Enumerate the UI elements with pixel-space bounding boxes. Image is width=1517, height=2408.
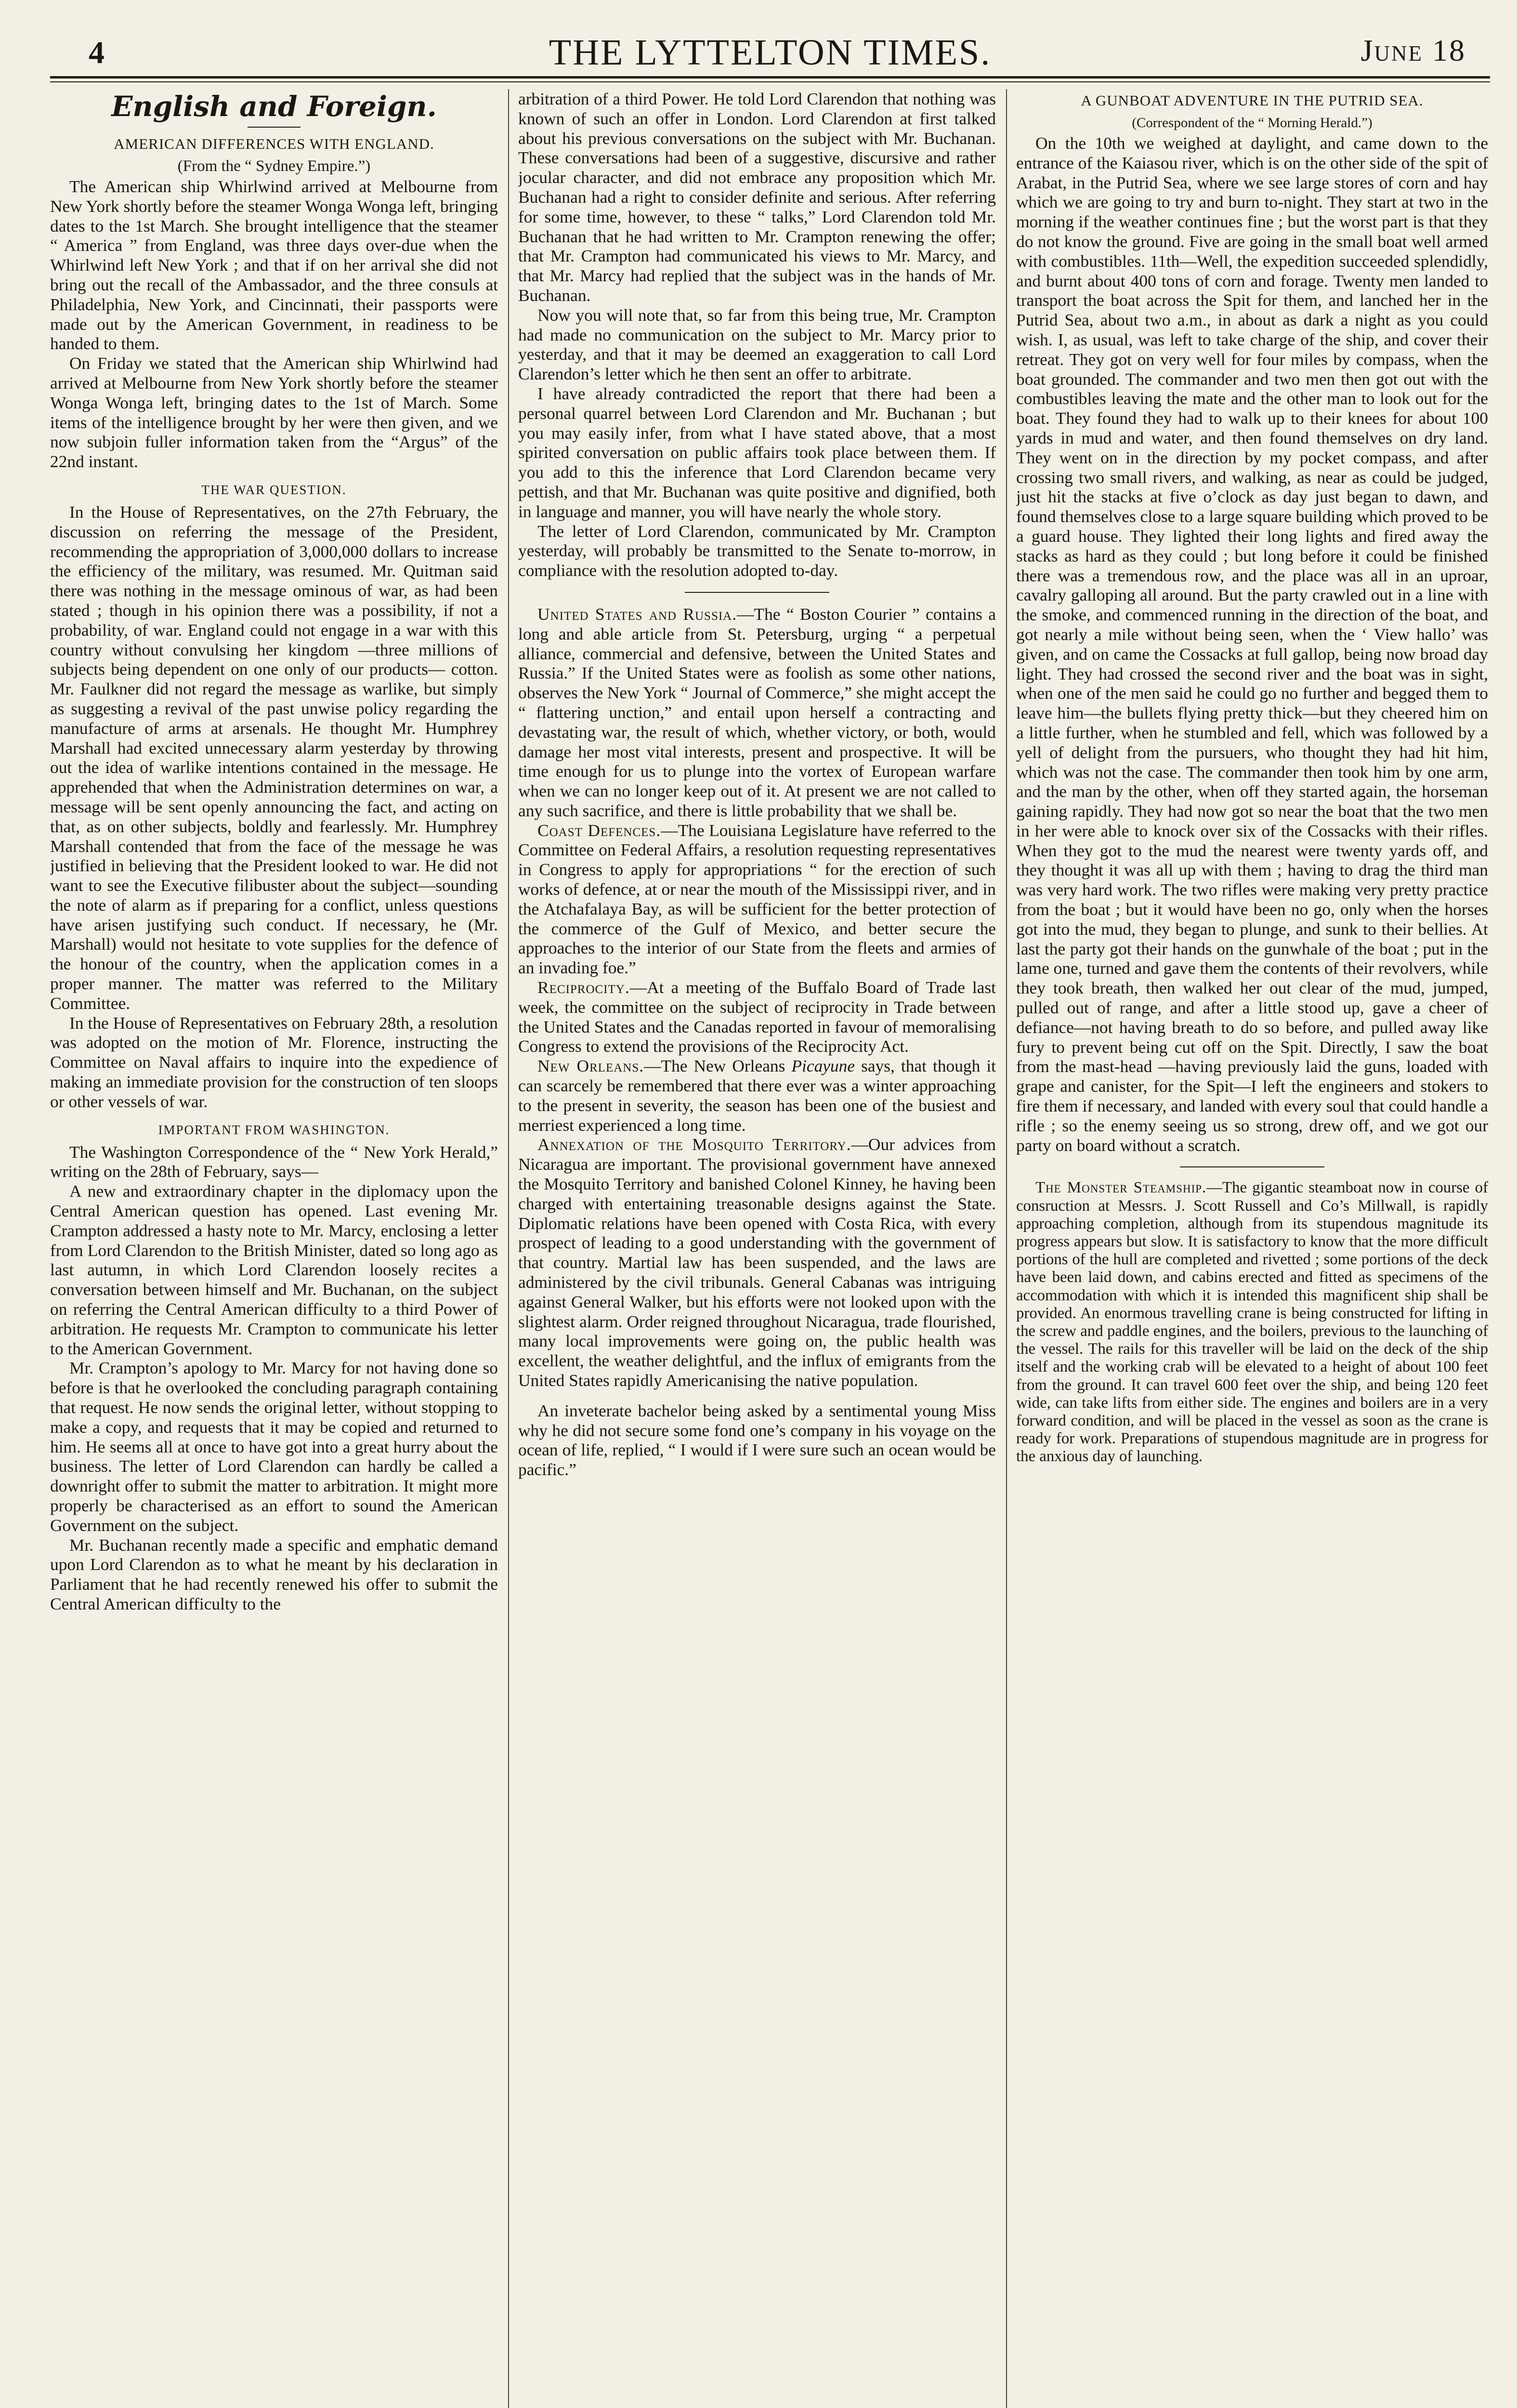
column-divider xyxy=(508,89,509,2408)
run-in-head: New Orleans. xyxy=(537,1056,644,1076)
article-paragraph: Now you will note that, so far from this being true, Mr. Crampton had made no communication on the subject to Mr. Marcy prior to yesterday, and that it may be deemed an exaggeration to call Lord Clarendon’s letter which he then sent an offer to arbitrate. xyxy=(518,305,996,384)
spacer xyxy=(518,1390,996,1401)
article-paragraph: In the House of Representatives, on the 27th February, the discussion on referring the message of the President, recommending the appropriation of 3,000,000 dollars to increase the efficiency of the military, was resumed. Mr. Quitman said there was nothing in the message ominous of war, as had been stated ; though in his opinion there was a possibility, if not a probability, of war. England could not engage in a war with this country without convulsing her kingdom —three millions of subjects being dependent on one only of our products— cotton. Mr. Faulkner did not regard the message as warlike, but simply as suggesting a revival of the past unwise policy regarding the manufacture of arms at arsenals. He thought Mr. Humphrey Marshall had excited unnecessary alarm yesterday by throwing out the idea of warlike intentions contained in the message. He apprehended that when the Administration determines on war, a message will be sent openly announcing the fact, and acting on that, as on other subjects, boldly and fearlessly. Mr. Humphrey Marshall contended that from the face of the message he was justified in believing that the President looked to war. He did not want to see the Executive filibuster about the subject—sounding the note of alarm as if preparing for a conflict, unless questions have arisen justifying such conduct. If necessary, he (Mr. Marshall) would not hesitate to vote supplies for the defence of the honour of the country, when the application comes in a proper manner. The matter was referred to the Military Committee. xyxy=(50,502,498,1013)
page-number: 4 xyxy=(89,35,105,70)
article-paragraph: I have already contradicted the report that there had been a personal quarrel between Lord Clarendon and Mr. Buchanan ; but you may easily infer, from what I have stated above, that a most spirited conversation on public affairs took place between them. If you add to this the inference that Lord Clarendon became very pettish, and that Mr. Buchanan was quite positive and dignified, both in language and manner, you will have nearly the whole story. xyxy=(518,383,996,521)
subheading-war-question: THE WAR QUESTION. xyxy=(201,482,347,497)
item-text: —The “ Boston Courier ” contains a long and able article from St. Petersburg, urging “ a perpetual alliance, commercial and defensive, between the United States and Russia.” If the United States were as foolish as some other nations, observes the New York “ Journal of Commerce,” she might accept the “ flattering unction,” and entail upon herself a contracting and devastating war, the result of which, whether victory, or both, would damage her most vital interests, present and prospective. It will be time enough for us to plunge into the vortex of European warfare when we can no longer keep out of it. At present we are not called to any such sacrifice, and there is little probability that we shall be. xyxy=(518,604,996,820)
article-source: (Correspondent of the “ Morning Herald.”) xyxy=(1132,115,1373,131)
italic-text: Picayune xyxy=(791,1056,855,1076)
article-paragraph: The American ship Whirlwind arrived at Melbourne from New York shortly before the steamer Wonga Wonga left, bringing dates to the 1st March. She brought intelligence that the steamer “ America ” from England, was three days over-due when the Whirlwind left New York ; and that if on her arrival she did not bring out the recall of the Ambassador, and the three consuls at Philadelphia, New York, and Cincinnati, their passports were made out by the American Government, in readiness to be handed to them. xyxy=(50,177,498,353)
subheading-washington: IMPORTANT FROM WASHINGTON. xyxy=(158,1122,390,1137)
item-text: —The gigantic steamboat now in course of consruction at Messrs. J. Scott Russell and Co’s Millwall, is rapidly approaching completion, although from its stupendous magnitude its progress appears but slow. It is satisfactory to know that the more difficult portions of the hull are completed and rivetted ; some portions of the deck have been laid down, and cabins erected and fitted as specimens of the accommodation with which it is intended this magnificent ship shall be provided. An enormous travelling crane is being constructed for lifting in the screw and paddle engines, and the boilers, previous to the launching of the vessel. The rails for this traveller will be laid on the deck of the ship itself and the working crab will be elevated to a height of about 100 feet from the ground. It can travel 600 feet over the ship, and being 120 feet wide, can take lifts from either side. The engines and boilers are in a very forward condition, and will be placed in the vessel as soon as the crane is ready for work. Preparations of stupendous magnitude are in progress for the anxious day of launching. xyxy=(1016,1179,1488,1466)
article-source: (From the “ Sydney Empire.”) xyxy=(177,157,371,175)
divider xyxy=(685,592,829,593)
article-paragraph: In the House of Representatives on February 28th, a resolution was adopted on the motion of Mr. Florence, instructing the Committee on Naval affairs to inquire into the expedience of making an immediate provision for the construction of ten sloops or other vessels of war. xyxy=(50,1013,498,1111)
news-item-us-russia xyxy=(518,604,996,821)
column-3 xyxy=(1016,89,1488,2408)
article-paragraph: The Washington Correspondence of the “ New York Herald,” writing on the 28th of February, says— xyxy=(50,1142,498,1181)
article-paragraph: A new and extraordinary chapter in the diplomacy upon the Central American question has opened. Last evening Mr. Crampton addressed a hasty note to Mr. Marcy, enclosing a letter from Lord Clarendon to the British Minister, dated so long ago as last autumn, in which Lord Clarendon loosely recites a conversation between himself and Mr. Buchanan, on the subject on referring the Central American difficulty to a third Power of arbitration. He requests Mr. Crampton to communicate his letter to the American Government. xyxy=(50,1181,498,1358)
article-paragraph: Mr. Crampton’s apology to Mr. Marcy for not having done so before is that he overlooked the concluding paragraph containing that request. He now sends the original letter, without stopping to make a copy, and requests that it may be copied and returned to him. He seems all at once to have got into a great hurry about the business. The letter of Lord Clarendon can hardly be called a downright offer to submit the matter to arbitration. It might more properly be characterised as an effort to sound the American Government on the subject. xyxy=(50,1358,498,1535)
article-paragraph: Mr. Buchanan recently made a specific and emphatic demand upon Lord Clarendon as to what he meant by his declaration in Parliament that he had recently renewed his offer to submit the Central American difficulty to the xyxy=(50,1535,498,1613)
article-paragraph: On Friday we stated that the American ship Whirlwind had arrived at Melbourne from New York shortly before the steamer Wonga Wonga left, bringing dates to the 1st of March. Some items of the intelligence brought by her were then given, and we now subjoin fuller information taken from the “Argus” of the 22nd instant. xyxy=(50,353,498,471)
article-headline: AMERICAN DIFFERENCES WITH ENGLAND. xyxy=(114,135,434,152)
masthead-rule-thin xyxy=(50,81,1490,82)
divider xyxy=(1180,1166,1324,1167)
section-title: English and Foreign. xyxy=(111,90,437,123)
item-text: —Our advices from Nicaragua are important. The provisional government have annexed the Mosquito Territory and banished Colonel Kinney, he having been charged with entertaining treasonable designs against the State. Diplomatic relations have been opened with Costa Rica, with every prospect of leading to a good understanding with the government of that country. Martial law has been suspended, and the laws are administered by the civil tribunals. General Cabanas was intriguing against General Walker, but his efforts were not looked upon with the slightest alarm. Order reigned throughout Nicaragua, trade flourished, many local improvements were going on, the public health was excellent, the weather delightful, and the influx of emigrants from the United States rapidly Americanising the native population. xyxy=(518,1135,996,1390)
column-area xyxy=(50,89,1490,2408)
news-item-reciprocity xyxy=(518,978,996,1056)
news-item-coast-defences xyxy=(518,821,996,978)
column-1 xyxy=(50,89,498,2408)
item-text: —The Louisiana Legislature have referred to the Committee on Federal Affairs, a resolution requesting representatives in Congress to apply for appropriations “ for the erection of such works of defence, at or near the mouth of the Mississippi river, and in the Atchafalaya Bay, as will be sufficient for the better protection of the commerce of the Gulf of Mexico, and better secure the approaches to the interior of our State from the fleets and armies of an invading foe.” xyxy=(518,820,996,978)
item-text: —At a meeting of the Buffalo Board of Trade last week, the committee on the subject of reciprocity in Trade between the United States and the Canadas reported in favour of memoralising Congress to extend the provisions of the Reciprocity Act. xyxy=(518,978,996,1056)
run-in-head: United States and Russia. xyxy=(537,604,737,624)
divider xyxy=(248,127,301,128)
newspaper-title: THE LYTTELTON TIMES. xyxy=(549,32,992,73)
article-paragraph: arbitration of a third Power. He told Lord Clarendon that nothing was known of such an offer in London. Lord Clarendon at first talked about his previous conversations on the subject with Mr. Buchanan. These conversations had been of a suggestive, discursive and rather jocular character, and did not embrace any proposition which Mr. Buchanan had a right to consider definite and serious. After referring for some time, however, to these “ talks,” Lord Clarendon told Mr. Buchanan that he had written to Mr. Crampton renewing the offer; that Mr. Crampton had communicated his views to Mr. Marcy, and that Mr. Marcy had replied that the subject was in the hands of Mr. Buchanan. xyxy=(518,89,996,305)
news-item-mosquito-territory xyxy=(518,1135,996,1390)
anecdote-paragraph: An inveterate bachelor being asked by a sentimental young Miss why he did not secure some fond one’s company in his voyage on the ocean of life, replied, “ I would if I were sure such an ocean would be pacific.” xyxy=(518,1400,996,1479)
news-item-new-orleans xyxy=(518,1056,996,1135)
article-paragraph: On the 10th we weighed at daylight, and came down to the entrance of the Kaiasou river, which is on the other side of the spit of Arabat, in the Putrid Sea, where we see large stores of corn and hay which we are going to try and burn to-night. They start at two in the morning if the weather continues fine ; but the worst part is that they do not know the ground. Five are going in the small boat well armed with combustibles. 11th—Well, the expedition succeeded splendidly, and burnt about 400 tons of corn and forage. Twenty men landed to transport the boat across the Spit for them, and lanched her in the Putrid Sea, about two a.m., in about as dark a night as you could wish. I, as usual, was left to take charge of the ship, and cover their retreat. They got on very well for four miles by compass, when the boat grounded. The commander and two men then got out with the combustibles leaving the mate and the other man to look out for the boat. They found they had to walk up to their knees for about 100 yards in mud and water, and then found themselves on dry land. They went on in the direction by my pocket compass, and after crossing two small rivers, and walking, as near as could be judged, just hit the stacks at five o’clock as day just began to dawn, and found themselves close to a large square building which proved to be a guard house. They lighted their long lights and fired away the stacks as hard as they could ; but long before it could be finished there was a tremendous row, and the place was all in an uproar, cavalry galloping all around. But the party crawled out in a line with the smoke, and commenced running in the direction of the boat, and got nearly a mile without being seen, when the ‘ View hallo’ was given, and on came the Cossacks at full gallop, being now broad day light. They had crossed the second river and the boat was in sight, when one of the men said he could go no further and begged them to leave him—the bullets flying pretty thick—but they cheered him on a little further, when he stumbled and fell, which was followed by a yell of delight from the pursuers, who thought they had hit him, which was not the case. The commander then took him by one arm, and the man by the other, when off they started again, the horseman gaining rapidly. They had now got so near the boat that the two men in her were able to knock over six of the Cossacks with their rifles. When they got to the mud the nearest were twenty yards off, and they thought it was all up with them ; having to drag the third man was very hard work. The two rifles were making very pretty practice from the boat ; but it would have been no go, only when the horses got into the mud, they began to plunge, and sunk to their bellies. At last the party got their hands on the gunwhale of the boat ; put in the lame one, turned and gave them the contents of their revolvers, while they took breath, then walked her out clear of the mud, jumped, pulled out of range, and after a little stood up, gave a cheer of defiance—not having breath to do so before, and pulled away like fury to prevent being cut off on the Spit. Directly, I saw the boat from the mast-head —having previously laid the guns, loaded with grape and canister, for the Spit—I left the engineers and stokers to fire them if necessary, and landed with every soul that could handle a rifle ; so the enemy seeing us so strong, drew off, and we got our party on board without a scratch. xyxy=(1016,133,1488,1155)
run-in-head: Reciprocity. xyxy=(537,978,630,997)
news-item-monster-steamship xyxy=(1016,1179,1488,1466)
column-divider xyxy=(1006,89,1007,2408)
column-2 xyxy=(518,89,996,2408)
article-headline: A GUNBOAT ADVENTURE IN THE PUTRID SEA. xyxy=(1081,92,1424,109)
run-in-head: The Monster Steamship. xyxy=(1035,1179,1207,1197)
item-text: —The New Orleans xyxy=(644,1056,792,1076)
masthead-rule xyxy=(50,76,1490,79)
run-in-head: Coast Defences. xyxy=(537,820,661,840)
item-text: says, that though it can scarcely be remembered that there ever was a winter approaching to the present in severity, the season has been one of the busiest and merriest experienced a long time. xyxy=(518,1056,996,1135)
issue-date: June 18 xyxy=(1360,33,1466,67)
run-in-head: Annexation of the Mosquito Territory. xyxy=(537,1135,851,1154)
masthead xyxy=(50,19,1490,72)
article-paragraph: The letter of Lord Clarendon, communicated by Mr. Crampton yesterday, will probably be transmitted to the Senate to-morrow, in compliance with the resolution adopted to-day. xyxy=(518,521,996,580)
